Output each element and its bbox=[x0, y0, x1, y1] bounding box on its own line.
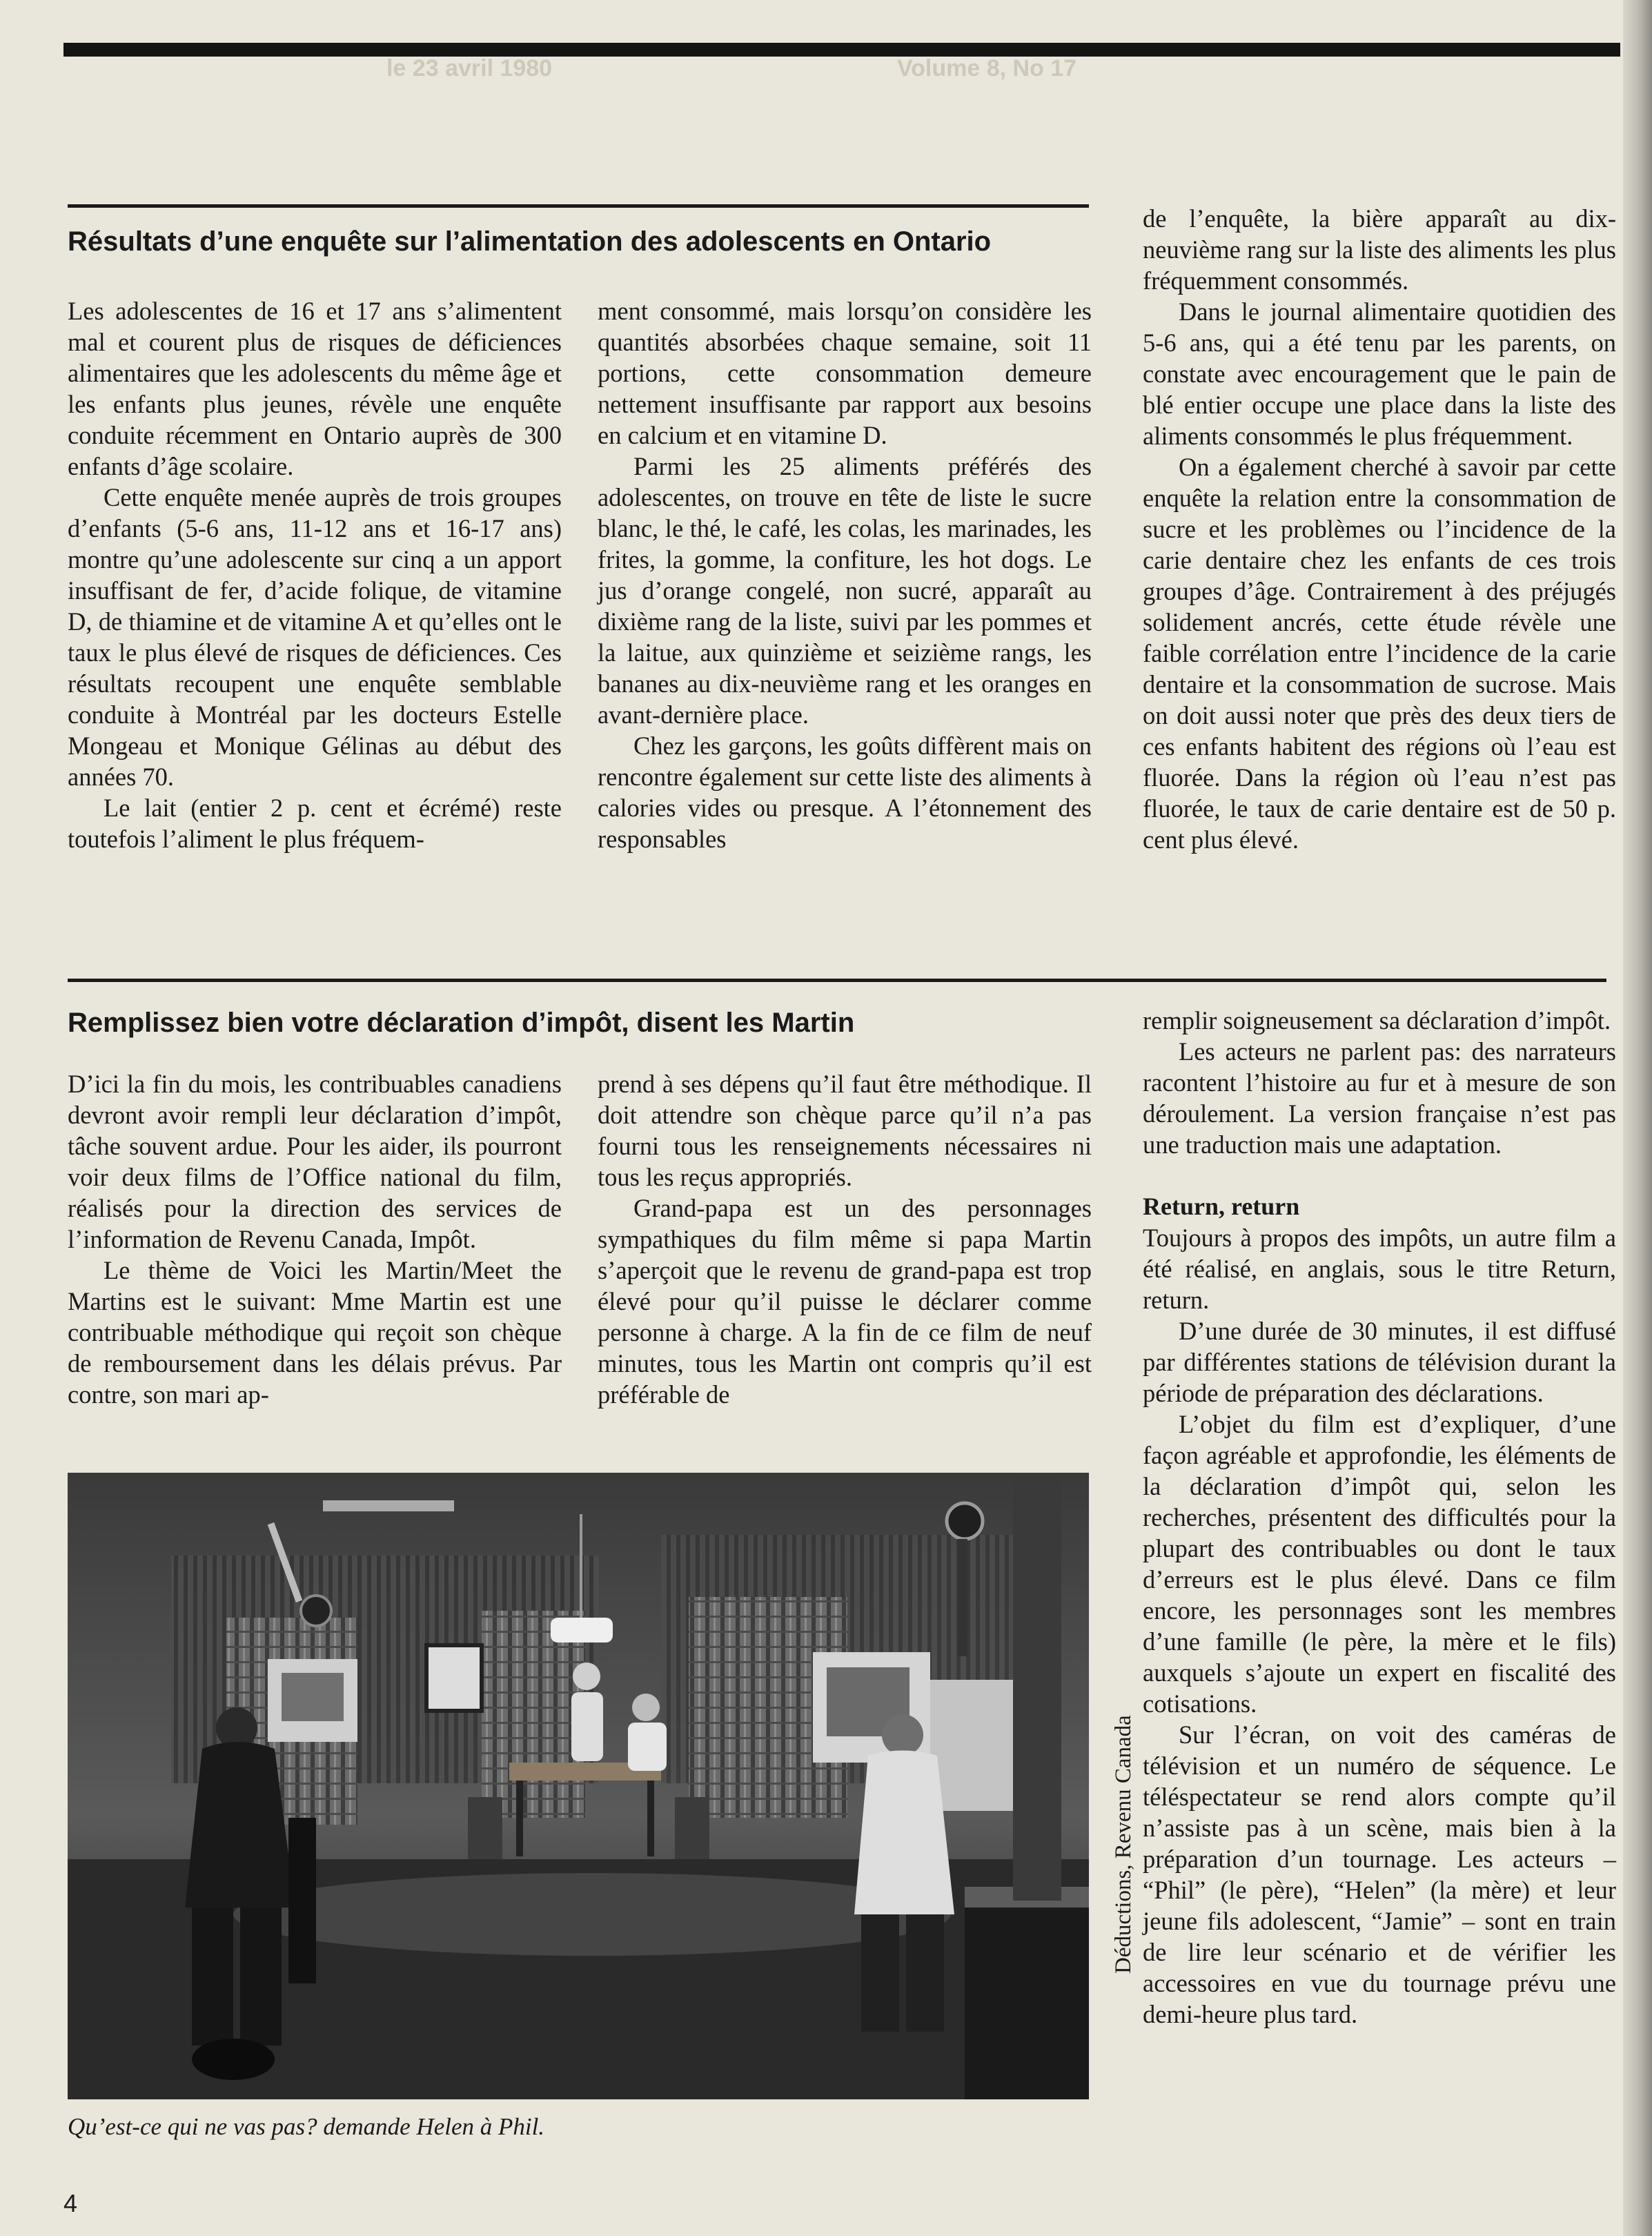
paragraph: Les acteurs ne parlent pas: des narrateurs racontent l’histoire au fur et à mesure de son déroulement. La version française n’est pas une traduction mais une adaptation. bbox=[1143, 1037, 1616, 1159]
paragraph: prend à ses dépens qu’il faut être méthodique. Il doit attendre son chèque parce qu’il n’a pas fourni tous les renseignements nécessaires ni tous les reçus appropriés. bbox=[598, 1070, 1092, 1191]
paragraph: remplir soigneusement sa déclaration d’impôt. bbox=[1143, 1006, 1611, 1034]
article2-column-2 bbox=[598, 1068, 1092, 1410]
paragraph: Le lait (entier 2 p. cent et écrémé) reste toutefois l’aliment le plus fréquem- bbox=[68, 794, 562, 853]
photo-credit-text: Déductions, Revenu Canada bbox=[1111, 1715, 1136, 1974]
paragraph: ment consommé, mais lorsqu’on considère les quantités absorbées chaque semaine, soit 11 portions, cette consommation demeure nettement insuffisante par rapport aux besoins en calcium et en vitamine D. bbox=[598, 297, 1092, 449]
paragraph: Chez les garçons, les goûts diffèrent mais on rencontre également sur cette liste des aliments à calories vides ou presque. A l’étonnement des responsables bbox=[598, 732, 1092, 853]
ghost-date: le 23 avril 1980 bbox=[386, 55, 553, 81]
tv-studio-photo bbox=[68, 1473, 1089, 2099]
paragraph: Les adolescentes de 16 et 17 ans s’alimentent mal et courent plus de risques de déficiences alimentaires que les adolescents du même âge et les enfants plus jeunes, révèle une enquête conduite récemment en Ontario auprès de 300 enfants d’âge scolaire. bbox=[68, 297, 562, 480]
ghost-volume: Volume 8, No 17 bbox=[897, 55, 1077, 81]
paragraph: D’ici la fin du mois, les contribuables canadiens devront avoir rempli leur déclaration d’impôt, tâche souvent ardue. Pour les aider, ils pourront voir deux films de l’Office national du film, réalisés pour la direction des services de l’information de Revenu Canada, Impôt. bbox=[68, 1070, 562, 1253]
paragraph: Dans le journal alimentaire quotidien des 5-6 ans, qui a été tenu par les parents, on constate avec encouragement que le pain de blé entier occupe une place dans la liste des aliments consommés le plus fréquemment. bbox=[1143, 297, 1616, 450]
article1-title: Résultats d’une enquête sur l’alimentation des adolescents en Ontario bbox=[68, 226, 992, 257]
header-rule bbox=[63, 43, 1620, 57]
paragraph: D’une durée de 30 minutes, il est diffusé par différentes stations de télévision durant la période de préparation des déclarations. bbox=[1143, 1317, 1616, 1407]
photo-caption: Qu’est-ce qui ne vas pas? demande Helen à Phil. bbox=[68, 2113, 545, 2140]
article2-rule bbox=[68, 979, 1606, 982]
article1-column-1 bbox=[68, 295, 562, 854]
subheading: Return, return bbox=[1143, 1193, 1300, 1220]
page-number: 4 bbox=[63, 2189, 78, 2217]
paragraph: Le thème de Voici les Martin/Meet the Martins est le suivant: Mme Martin est une contribuable méthodique qui reçoit son chèque de remboursement dans les délais prévus. Par contre, son mari ap- bbox=[68, 1256, 562, 1409]
article2-column-3 bbox=[1143, 1005, 1616, 2030]
page-binding-shadow bbox=[1623, 0, 1652, 2236]
article2-column-1 bbox=[68, 1068, 562, 1410]
article1-column-3 bbox=[1143, 203, 1616, 855]
paragraph: On a également cherché à savoir par cette enquête la relation entre la consommation de sucre et les problèmes ou l’incidence de la carie dentaire chez les enfants de ces trois groupes d’âge. Contrairement à des préjugés solidement ancrés, cette étude révèle une faible corrélation entre l’incidence de la carie dentaire et la consommation de sucrose. Mais on doit aussi noter que près des deux tiers de ces enfants habitent des régions où l’eau est fluorée. Dans la région où l’eau n’est pas fluorée, le taux de carie dentaire est de 50 p. cent plus élevé. bbox=[1143, 453, 1616, 854]
paragraph: de l’enquête, la bière apparaît au dix-neuvième rang sur la liste des aliments les plus fréquemment consommés. bbox=[1143, 204, 1616, 295]
paragraph: Cette enquête menée auprès de trois groupes d’enfants (5-6 ans, 11-12 ans et 16-17 ans) montre qu’une adolescente sur cinq a un apport insuffisant de fer, d’acide folique, de vitamine D, de thiamine et de vitamine A et qu’elles ont le taux le plus élevé de risques de déficiences. Ces résultats recoupent une enquête semblable conduite à Montréal par les docteurs Estelle Mongeau et Monique Gélinas au début des années 70. bbox=[68, 483, 562, 791]
photo-illustration bbox=[68, 1473, 1089, 2099]
paragraph: Grand-papa est un des personnages sympathiques du film même si papa Martin s’aperçoit que le revenu de grand-papa est trop élevé pour qu’il puisse le déclarer comme personne à charge. A la fin de ce film de neuf minutes, tous les Martin ont compris qu’il est préférable de bbox=[598, 1194, 1092, 1409]
article2-title: Remplissez bien votre déclaration d’impôt, disent les Martin bbox=[68, 1008, 855, 1038]
paragraph: Parmi les 25 aliments préférés des adolescentes, on trouve en tête de liste le sucre blanc, le thé, le café, les colas, les marinades, les frites, la gomme, la confiture, les hot dogs. Le jus d’orange congelé, non sucré, apparaît au dixième rang de la liste, suivi par les pommes et la laitue, aux quinzième et seizième rangs, les bananes au dix-neuvième rang et les oranges en avant-dernière place. bbox=[598, 452, 1092, 729]
article1-column-2 bbox=[598, 295, 1092, 854]
paragraph: Sur l’écran, on voit des caméras de télévision et un numéro de séquence. Le téléspectateur se rend alors compte qu’il n’assiste pas à un scène, mais bien à la préparation d’un tournage. Les acteurs – “Phil” (le père), “Helen” (la mère) et leur jeune fils adolescent, “Jamie” – sont en train de lire leur scénario et de vérifier les accessoires en vue du tournage prévu une demi-heure plus tard. bbox=[1143, 1720, 1616, 2028]
paragraph: Toujours à propos des impôts, un autre film a été réalisé, en anglais, sous le titre Return, return. bbox=[1143, 1224, 1616, 1314]
paragraph: L’objet du film est d’expliquer, d’une façon agréable et approfondie, les éléments de la déclaration d’impôt qui, selon les recherches, présentent des difficultés pour la plupart des contribuables ou dont le taux d’erreurs est le plus élevé. Dans ce film encore, les personnages sont les membres d’une famille (le père, la mère et le fils) auxquels s’ajoute un expert en fiscalité des cotisations. bbox=[1143, 1410, 1616, 1718]
article1-rule bbox=[68, 204, 1089, 208]
